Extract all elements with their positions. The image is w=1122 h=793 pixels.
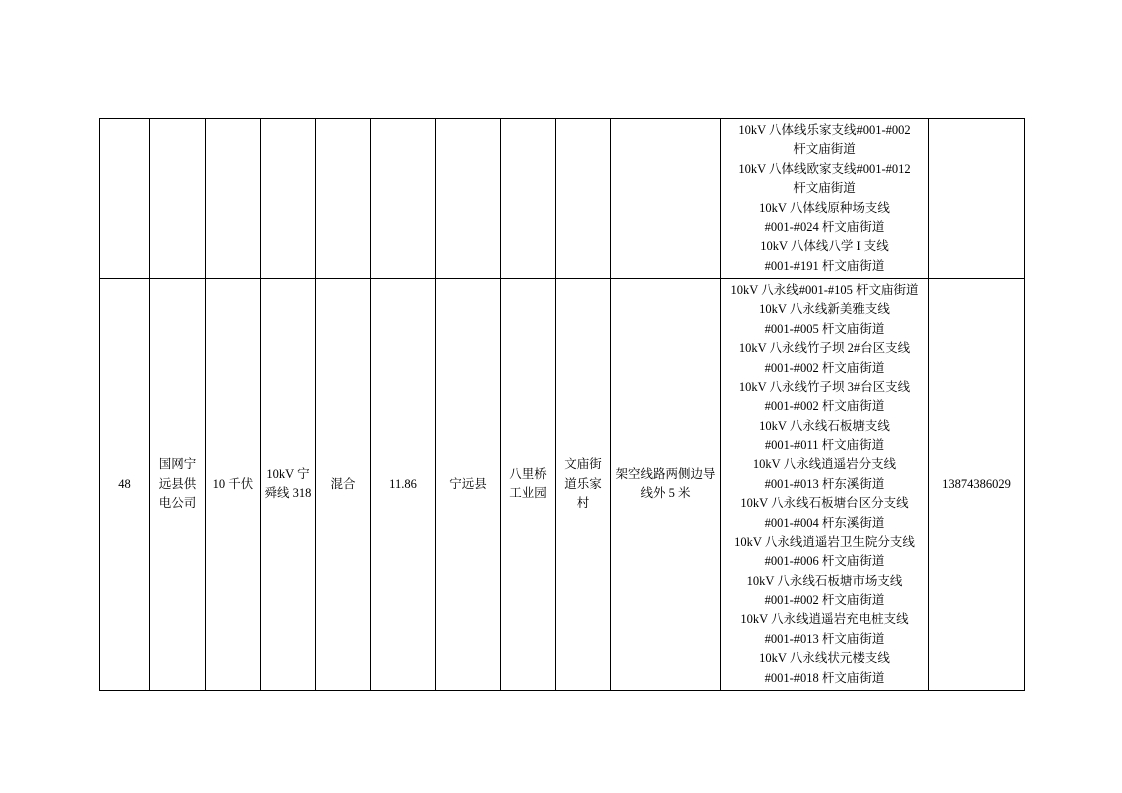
- cell-line-name: [261, 119, 316, 279]
- cell-company: 国网宁远县供电公司: [150, 279, 206, 691]
- table-row: [100, 119, 1025, 279]
- cell-description: 10kV 八体线乐家支线#001-#002 杆文庙街道 10kV 八体线欧家支线#001-#012 杆文庙街道 10kV 八体线原种场支线 #001-#024 杆文庙街道 10kV 八体线八学 I 支线 #001-#191 杆文庙街道: [721, 119, 929, 279]
- cell-voltage-level: 10 千伏: [206, 279, 261, 691]
- cell-seq: [100, 119, 150, 279]
- cell-length: 11.86: [371, 279, 436, 691]
- cell-village: 文庙街道乐家村: [556, 279, 611, 691]
- cell-park: 八里桥工业园: [501, 279, 556, 691]
- cell-description: 10kV 八永线#001-#105 杆文庙街道 10kV 八永线新美雅支线 #001-#005 杆文庙街道 10kV 八永线竹子坝 2#台区支线 #001-#002 杆文庙街道 10kV 八永线竹子坝 3#台区支线 #001-#002 杆文庙街道 10kV 八永线石板塘支线 #001-#011 杆文庙街道 10kV 八永线逍遥岩分支线 #001-#013 杆东溪街道 10kV 八永线石板塘台区分支线 #001-#004 杆东溪街道 10kV 八永线逍遥岩卫生院分支线 #001-#006 杆文庙街道 10kV 八永线石板塘市场支线 #001-#002 杆文庙街道 10kV 八永线逍遥岩充电桩支线 #001-#013 杆文庙街道 10kV 八永线状元楼支线 #001-#018 杆文庙街道: [721, 279, 929, 691]
- cell-park: [501, 119, 556, 279]
- cell-type: [316, 119, 371, 279]
- cell-voltage-level: [206, 119, 261, 279]
- cell-village: [556, 119, 611, 279]
- cell-county: [436, 119, 501, 279]
- cell-type: 混合: [316, 279, 371, 691]
- cell-phone: 13874386029: [929, 279, 1025, 691]
- cell-scope: 架空线路两侧边导线外 5 米: [611, 279, 721, 691]
- cell-phone: [929, 119, 1025, 279]
- data-table: [99, 118, 1025, 691]
- table-row: [100, 279, 1025, 691]
- cell-line-name: 10kV 宁舜线 318: [261, 279, 316, 691]
- cell-length: [371, 119, 436, 279]
- cell-scope: [611, 119, 721, 279]
- cell-seq: 48: [100, 279, 150, 691]
- cell-company: [150, 119, 206, 279]
- cell-county: 宁远县: [436, 279, 501, 691]
